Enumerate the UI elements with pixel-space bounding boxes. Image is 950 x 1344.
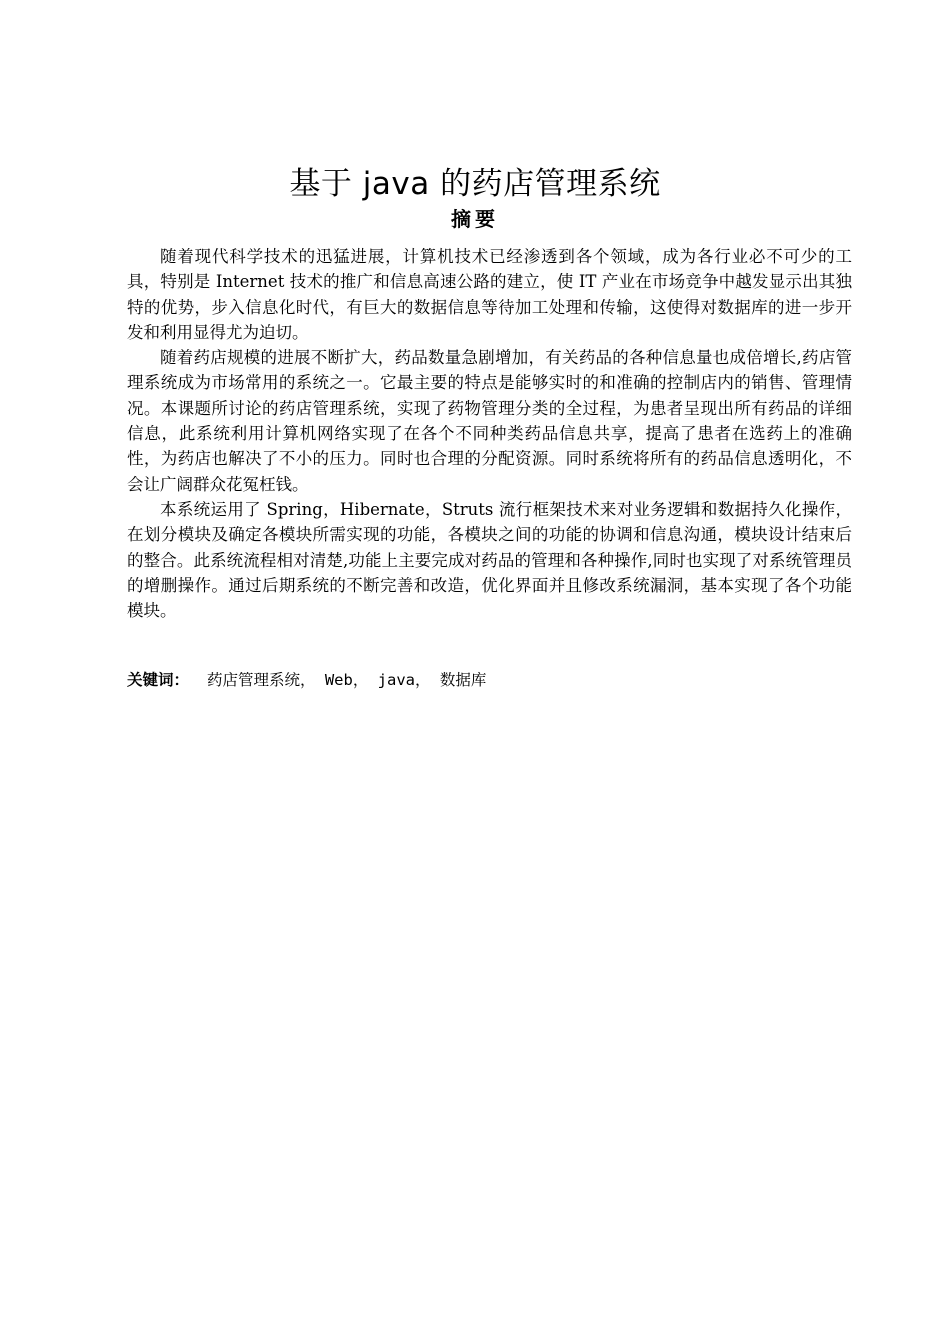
document-title: 基于 java 的药店管理系统 — [289, 166, 661, 202]
abstract-paragraph-2: 随着药店规模的进展不断扩大，药品数量急剧增加，有关药品的各种信息量也成倍增长,药店管理系统成为市场常用的系统之一。它最主要的特点是能够实时的和准确的控制店内的销售、管理情况。本课题所讨论的药店管理系统，实现了药物管理分类的全过程，为患者呈现出所有药品的详细信息，此系统利用计算机网络实现了在各个不同种类药品信息共享，提高了患者在选药上的准确性，为药店也解决了不小的压力。同时也合理的分配资源。同时系统将所有的药品信息透明化，不会让广阔群众花冤枉钱。 — [127, 348, 852, 494]
abstract-body — [127, 244, 852, 623]
keywords-line — [127, 668, 852, 693]
abstract-paragraph-3: 本系统运用了 Spring，Hibernate，Struts 流行框架技术来对业务逻辑和数据持久化操作，在划分模块及确定各模块所需实现的功能，各模块之间的功能的协调和信息沟通，模块设计结束后的整合。此系统流程相对清楚,功能上主要完成对药品的管理和各种操作,同时也实现了对系统管理员的增删操作。通过后期系统的不断完善和改造，优化界面并且修改系统漏洞，基本实现了各个功能模块。 — [127, 499, 852, 621]
keywords-label: 关键词： — [127, 671, 190, 689]
abstract-heading: 摘要 — [451, 207, 499, 231]
abstract-paragraph-1: 随着现代科学技术的迅猛进展，计算机技术已经渗透到各个领域，成为各行业必不可少的工具，特别是 Internet 技术的推广和信息高速公路的建立，使 IT 产业在市场竞争中越发显示出其独特的优势，步入信息化时代，有巨大的数据信息等待加工处理和传输，这使得对数据库的进一步开发和利用显得尤为迫切。 — [127, 247, 852, 342]
keywords-values: 药店管理系统， Web， java， 数据库 — [207, 671, 487, 689]
